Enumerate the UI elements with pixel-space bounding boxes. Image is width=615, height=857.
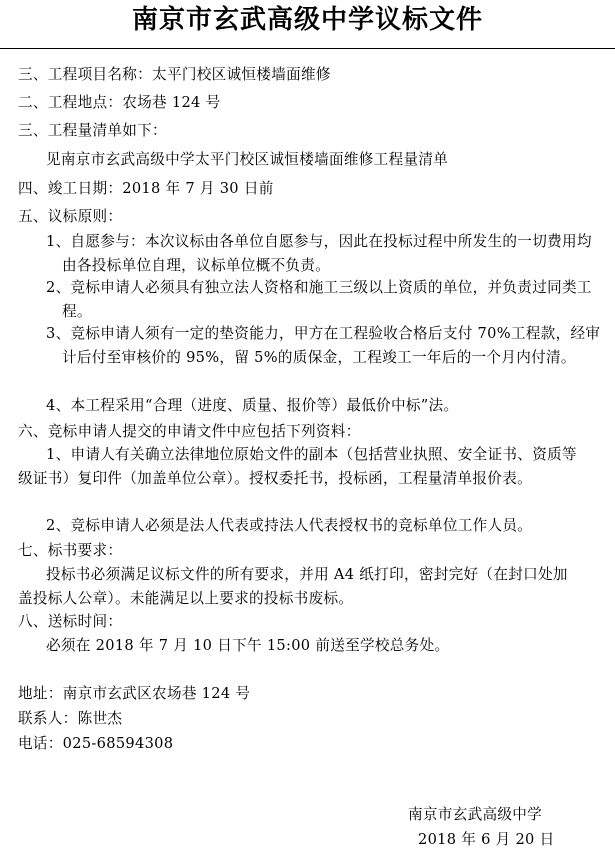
contact-person: 联系人：陈世杰	[18, 710, 123, 727]
required-document-item-1: 1、申请人有关确立法律地位原始文件的副本（包括营业执照、安全证书、资质等级证书）复印件（加盖单位公章）。授权委托书，投标函，工程量清单报价表。	[18, 446, 577, 487]
section-delivery-time: 八、送标时间：	[18, 613, 123, 630]
principle-item-2: 2、竞标申请人必须具有独立法人资格和施工三级以上资质的单位，并负责过同类工程。	[46, 279, 592, 320]
title-divider	[0, 48, 615, 49]
signature-organization: 南京市玄武高级中学	[408, 806, 543, 823]
section-bid-requirements: 七、标书要求：	[18, 542, 123, 559]
principle-item-3: 3、竞标申请人须有一定的垫资能力，甲方在工程验收合格后支付 70%工程款，经审计后付至审核价的 95%，留 5%的质保金，工程竣工一年后的一个月内付清。	[46, 325, 601, 366]
bill-of-quantities-detail: 见南京市玄武高级中学太平门校区诚恒楼墙面维修工程量清单	[46, 151, 449, 168]
principle-item-4: 4、本工程采用“合理（进度、质量、报价等）最低价中标”法。	[46, 397, 459, 414]
section-bill-of-quantities: 三、工程量清单如下：	[18, 122, 167, 139]
section-project-name: 三、工程项目名称：太平门校区诚恒楼墙面维修	[18, 66, 331, 83]
principle-item-1: 1、自愿参与：本次议标由各单位自愿参与，因此在投标过程中所发生的一切费用均由各投标单位自理，议标单位概不负责。	[46, 233, 592, 274]
required-document-item-2: 2、竞标申请人必须是法人代表或持法人代表授权书的竞标单位工作人员。	[46, 517, 533, 534]
delivery-time-text: 必须在 2018 年 7 月 10 日下午 15:00 前送至学校总务处。	[46, 637, 450, 654]
section-completion-date: 四、竣工日期：2018 年 7 月 30 日前	[18, 180, 274, 197]
bid-requirements-text: 投标书必须满足议标文件的所有要求，并用 A4 纸打印，密封完好（在封口处加盖投标人公章）。未能满足以上要求的投标书废标。	[18, 566, 568, 607]
contact-address: 地址：南京市玄武区农场巷 124 号	[18, 685, 251, 702]
section-principles-heading: 五、议标原则：	[18, 208, 123, 225]
contact-phone: 电话：025-68594308	[18, 735, 174, 752]
section-required-documents: 六、竞标申请人提交的申请文件中应包括下列资料：	[18, 423, 361, 440]
signature-date: 2018 年 6 月 20 日	[418, 831, 555, 848]
document-title: 南京市玄武高级中学议标文件	[131, 5, 483, 35]
section-project-location: 二、工程地点：农场巷 124 号	[18, 94, 221, 111]
